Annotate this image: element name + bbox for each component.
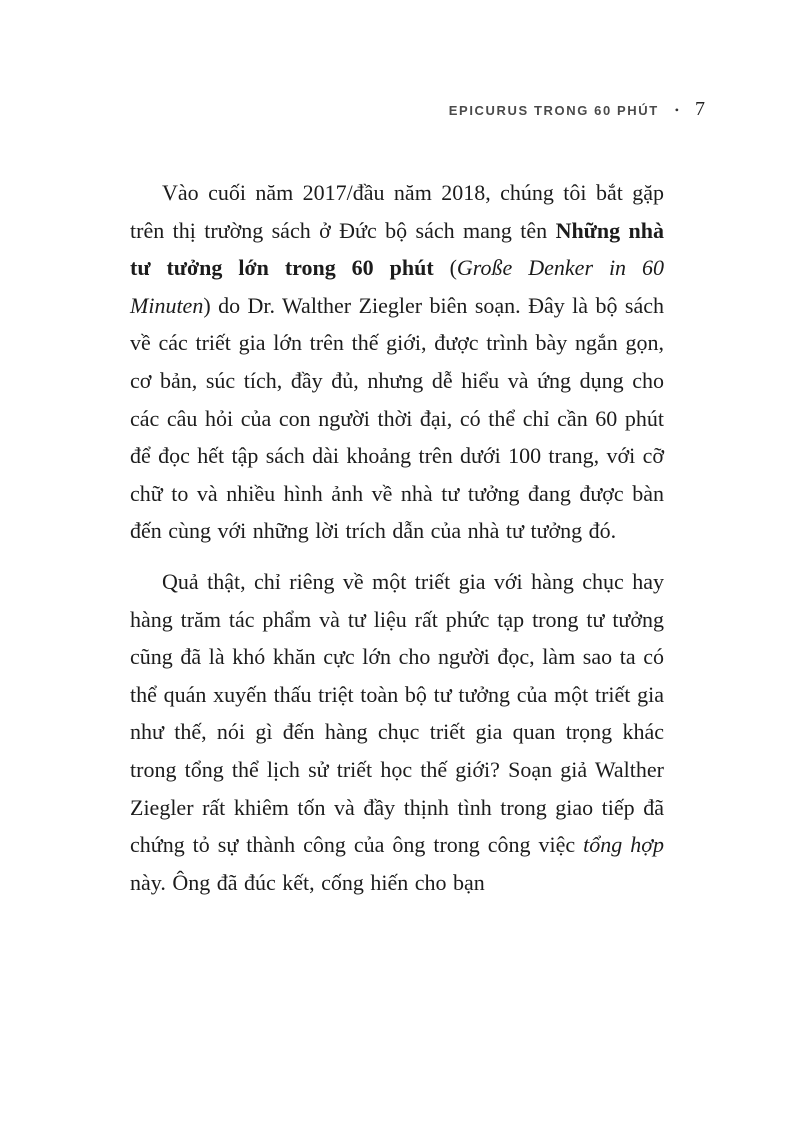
paragraph [130,174,664,550]
text-segment: Những nhà tư tưởng lớn trong 60 phút [130,217,664,281]
bullet-separator: • [674,103,679,117]
page-number: 7 [695,98,705,120]
text-segment: Quả thật, chỉ riêng về một triết gia với hàng chục hay hàng trăm tác phẩm và tư liệu rất phức tạp trong tư tưởng cũng đã là khó khăn cực lớn cho người đọc, làm sao ta có thể quán xuyến thấu triệt toàn bộ tư tưởng của một triết gia như thế, nói gì đến hàng chục triết gia quan trọng khác trong tổng thể lịch sử triết học thế giới? Soạn giả Walther Ziegler rất khiêm tốn và đầy thịnh tình trong giao tiếp đã chứng tỏ sự thành công của ông trong công việc [130,568,664,858]
page-header [449,98,705,121]
text-segment: ) do Dr. Walther Ziegler biên soạn. Đây là bộ sách về các triết gia lớn trên thế giới, được trình bày ngắn gọn, cơ bản, súc tích, đầy đủ, nhưng dễ hiểu và ứng dụng cho các câu hỏi của con người thời đại, có thể chỉ cần 60 phút để đọc hết tập sách dài khoảng trên dưới 100 trang, với cỡ chữ to và nhiều hình ảnh về nhà tư tưởng đang được bàn đến cùng với những lời trích dẫn của nhà tư tưởng đó. [130,292,664,544]
paragraph [130,563,664,901]
text-segment: Vào cuối năm 2017/đầu năm 2018, chúng tôi bắt gặp trên thị trường sách ở Đức bộ sách mang tên [130,180,664,243]
text-segment: ( [433,255,457,281]
running-title: EPICURUS TRONG 60 PHÚT [448,103,659,118]
text-segment: tổng hợp [583,832,664,858]
page-body [130,174,664,914]
text-segment: Große Denker in 60 Minuten [130,255,664,318]
text-segment: này. Ông đã đúc kết, cống hiến cho bạn [130,869,485,895]
